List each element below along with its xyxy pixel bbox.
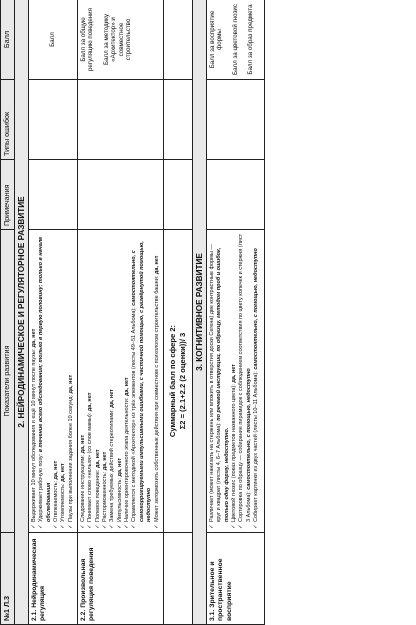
checkmark-icon: ✓ — [87, 524, 94, 529]
item-text: Различает (может нанизать на стержень или вложить в отверстия доски Сегена) две контрастные формы — круг и квадрат (листы 4, 6–7 Альбома): — [208, 244, 223, 522]
item-options: да, нет — [87, 392, 94, 412]
item-options: да, нет — [116, 457, 123, 477]
check-item — [131, 233, 153, 529]
score-architect-method: Балл за методику «Архитектор» и совместное строительство — [102, 14, 133, 65]
row-2-2-score — [78, 0, 164, 80]
item-text: Паузы при выполнении задания более 10 секунд: — [67, 393, 74, 522]
item-text: Удерживает рабочую позу: — [38, 452, 45, 522]
summary-cell — [163, 230, 192, 533]
section-2-title: 2. НЕЙРОДИНАМИЧЕСКОЕ И РЕГУЛЯТОРНОЕ РАЗВИТИЕ — [15, 0, 29, 625]
row-2-1-error-types — [29, 80, 78, 160]
item-text: Сортировка по образцу — собирание пирамидок с соблюдением соответствия по цвету колечек и стержня (лист 3 Альбома): — [238, 233, 252, 522]
checkmark-icon: ✓ — [80, 524, 87, 529]
header-indicators: Показатели развития — [1, 230, 15, 533]
item-options: да, нет — [53, 460, 60, 480]
check-item — [238, 233, 253, 529]
header-score: Балл — [1, 0, 15, 80]
row-2-1-score: Балл — [29, 0, 78, 80]
row-3-1-items — [206, 230, 265, 533]
check-item — [117, 233, 124, 529]
item-text: Цветовой гнозис (показ предметов названного цвета): — [230, 382, 237, 522]
check-item — [68, 233, 75, 529]
checkmark-icon: ✓ — [60, 524, 67, 529]
item-options: да, нет — [230, 364, 237, 383]
row-3-1-label: 3.1. Зрительное и пространственное восприятие — [206, 533, 265, 625]
item-text: Импульсивность: — [116, 476, 123, 522]
table-row — [29, 0, 78, 625]
item-text: Следование инструкциям: — [80, 453, 87, 522]
row-2-2-error-types — [78, 80, 164, 160]
header-error-types: Типы ошибок — [1, 80, 15, 160]
header-row — [1, 0, 15, 625]
item-options: самостоятельно, с помощью, недоступно — [252, 248, 259, 370]
item-options: да, нет — [31, 328, 37, 348]
item-text: Утомляемость: — [60, 481, 67, 522]
checkmark-icon: ✓ — [124, 524, 131, 529]
item-text: Отвлекаемость: — [53, 479, 60, 522]
check-item — [109, 233, 116, 529]
check-item — [87, 233, 94, 529]
summary-line-2: Σ2 = (2.1+2.2 (2 оценки))/ 3 — [177, 332, 187, 430]
row-2-2-items — [78, 230, 164, 533]
item-text: Полевое поведение: — [94, 468, 101, 522]
checkmark-icon: ✓ — [31, 524, 37, 529]
section-3-title: 3. КОГНИТИВНОЕ РАЗВИТИЕ — [192, 0, 206, 625]
item-text: Справляется с методикой «Архитектор» из трёх элементов (листы 49–51 Альбома): — [131, 305, 138, 522]
item-options: по речевой инструкции, по образцу, методом проб и ошибок, только одну форму, недоступно. — [216, 247, 230, 522]
row-2-1-notes — [29, 160, 78, 230]
check-item — [53, 233, 60, 529]
item-text: Может затормозить собственные действия при совместном с психологом строительстве башни: — [153, 274, 160, 522]
row-2-1-label: 2.1. Нейродинамическая регуляция — [29, 533, 78, 625]
row-2-2-label: 2.2. Произвольная регуляция поведения — [78, 533, 164, 625]
checkmark-icon: ✓ — [67, 524, 74, 529]
item-text: Расторможенность: — [102, 470, 109, 522]
checkmark-icon: ✓ — [208, 524, 215, 529]
checkmark-icon: ✓ — [94, 524, 101, 529]
item-text: Понимает слово «нельзя» (со слов мамы): — [87, 411, 94, 522]
table-row — [78, 0, 164, 625]
item-options: самостоятельно, с самокорригируемыми импульсивными ошибками, с частичной помощью, с развёрнутой помощью, недоступно — [131, 241, 153, 522]
check-item — [231, 233, 238, 529]
check-item — [209, 233, 231, 529]
header-notes: Примечания — [1, 160, 15, 230]
check-item — [154, 233, 161, 529]
row-3-1-error-types — [206, 80, 265, 160]
checkmark-icon: ✓ — [38, 524, 45, 529]
checkmark-icon: ✓ — [102, 524, 109, 529]
section-title-row — [192, 0, 206, 625]
checkmark-icon: ✓ — [131, 524, 138, 529]
checkmark-icon: ✓ — [153, 524, 160, 529]
item-options: да, нет — [102, 451, 109, 471]
item-text: Наличие ориентировочного этапа деятельности: — [124, 396, 131, 522]
summary-empty-left — [163, 533, 192, 625]
check-item — [253, 233, 260, 529]
checkmark-icon: ✓ — [238, 524, 245, 529]
score-form-perception: Балл за восприятие формы — [208, 10, 224, 69]
checkmark-icon: ✓ — [53, 524, 60, 529]
score-general-regulation: Балл за общую регуляцию поведения — [80, 8, 95, 72]
score-object-image: Балл за образ предмета — [247, 4, 255, 75]
item-options: самостоятельно, с помощью, недоступно — [245, 368, 252, 490]
item-text: Замена требуемых действий стереотипами: — [109, 407, 116, 522]
summary-row — [163, 0, 192, 625]
item-options: да, нет — [109, 389, 116, 408]
item-options: да, нет — [153, 255, 160, 275]
row-2-2-notes — [78, 160, 164, 230]
section-title-row — [15, 0, 29, 625]
item-options: да, нет — [94, 449, 101, 468]
summary-empty-3 — [163, 0, 192, 80]
check-item — [95, 233, 102, 529]
header-number: №1 Л.3 — [1, 533, 15, 625]
check-item — [60, 233, 67, 529]
item-options: в течение всего обследования; только в первую половину; только в начале обследования — [38, 236, 52, 522]
summary-empty-2 — [163, 80, 192, 160]
item-options: да, нет — [60, 463, 67, 482]
score-color-gnosis: Балл за цветовой гнозис — [231, 4, 239, 75]
check-item — [80, 233, 87, 529]
item-options: да, нет — [80, 434, 87, 454]
table-row — [206, 0, 265, 625]
item-text: Выдерживает 10 минут обследования и ещё 10 минут после паузы: — [31, 347, 37, 522]
item-options: да, нет — [67, 374, 74, 394]
checkmark-icon: ✓ — [252, 524, 259, 529]
checkmark-icon: ✓ — [230, 524, 237, 529]
summary-line-1: Суммарный балл по сфере 2: — [167, 324, 177, 438]
row-3-1-notes — [206, 160, 265, 230]
summary-empty-1 — [163, 160, 192, 230]
check-item — [38, 233, 53, 529]
checkmark-icon: ✓ — [116, 524, 123, 529]
item-text: Собирает картинки из двух частей (листы 10–11 Альбома): — [252, 369, 259, 522]
checkmark-icon: ✓ — [109, 524, 116, 529]
row-3-1-score — [206, 0, 265, 80]
row-2-1-items — [29, 230, 78, 533]
item-options: да, нет — [124, 377, 131, 397]
